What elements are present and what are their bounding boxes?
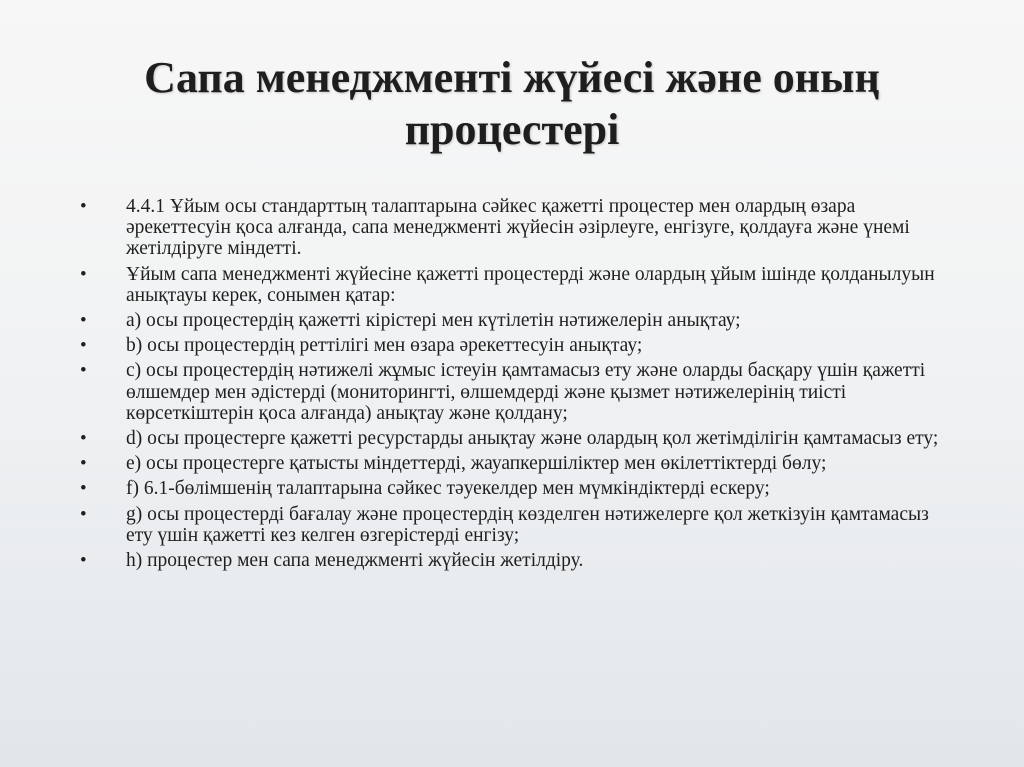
list-item	[80, 504, 960, 546]
bullet-icon: •	[80, 263, 87, 285]
list-item-text: h) процестер мен сапа менеджменті жүйесін жетілдіру.	[126, 550, 584, 572]
list-item-text: f) 6.1-бөлімшенің талаптарына сәйкес тәуекелдер мен мүмкіндіктерді ескеру;	[126, 478, 770, 500]
list-item-text: 4.4.1 Ұйым осы стандарттың талаптарына сәйкес қажетті процестер мен олардың өзара әрекеттесуін қоса алғанда, сапа менеджменті жүйесін әзірлеуге, енгізуге, қолдауға және үнемі жетілдіруге міндетті.	[126, 196, 910, 260]
list-item	[80, 360, 960, 424]
list-item	[80, 428, 960, 449]
list-item	[80, 310, 960, 331]
list-item-text: a) осы процестердің қажетті кірістері мен күтілетін нәтижелерін анықтау;	[126, 310, 741, 332]
list-item-text: e) осы процестерге қатысты міндеттерді, жауапкершіліктер мен өкілеттіктерді бөлу;	[126, 453, 827, 475]
bullet-icon: •	[80, 550, 87, 572]
bullet-icon: •	[80, 360, 87, 382]
list-item	[80, 335, 960, 356]
bullet-icon: •	[80, 196, 87, 217]
list-item-text: g) осы процестерді бағалау және процестердің көзделген нәтижелерге қол жеткізуін қамтамасыз ету үшін қажетті кез келген өзгерістерді енгізу;	[126, 503, 929, 546]
bullet-icon: •	[80, 453, 87, 475]
list-item	[80, 478, 960, 499]
list-item-text: b) осы процестердің реттілігі мен өзара әрекеттесуін анықтау;	[126, 335, 643, 357]
bullet-list	[80, 196, 960, 575]
bullet-icon: •	[80, 503, 87, 525]
bullet-icon: •	[80, 335, 87, 357]
slide-title: Сапа менеджменті жүйесі және оның процестері	[144, 53, 880, 154]
list-item	[80, 453, 960, 474]
list-item-text: d) осы процестерге қажетті ресурстарды анықтау және олардың қол жетімділігін қамтамасыз ету;	[126, 428, 939, 450]
bullet-icon: •	[80, 478, 87, 500]
list-item-text: Ұйым сапа менеджменті жүйесіне қажетті процестерді және олардың ұйым ішінде қолданылуын анықтауы керек, сонымен қатар:	[126, 263, 935, 306]
bullet-icon: •	[80, 310, 87, 332]
bullet-icon: •	[80, 428, 87, 450]
list-item	[80, 196, 960, 260]
list-item	[80, 550, 960, 571]
list-item-text: c) осы процестердің нәтижелі жұмыс істеуін қамтамасыз ету және оларды басқару үшін қажетті өлшемдер мен әдістерді (мониторингті, өлшемдерді және қызмет нәтижелерінің тиісті көрсеткіштерін қоса алғанда) анықтау және қолдану;	[126, 360, 926, 424]
list-item	[80, 264, 960, 306]
